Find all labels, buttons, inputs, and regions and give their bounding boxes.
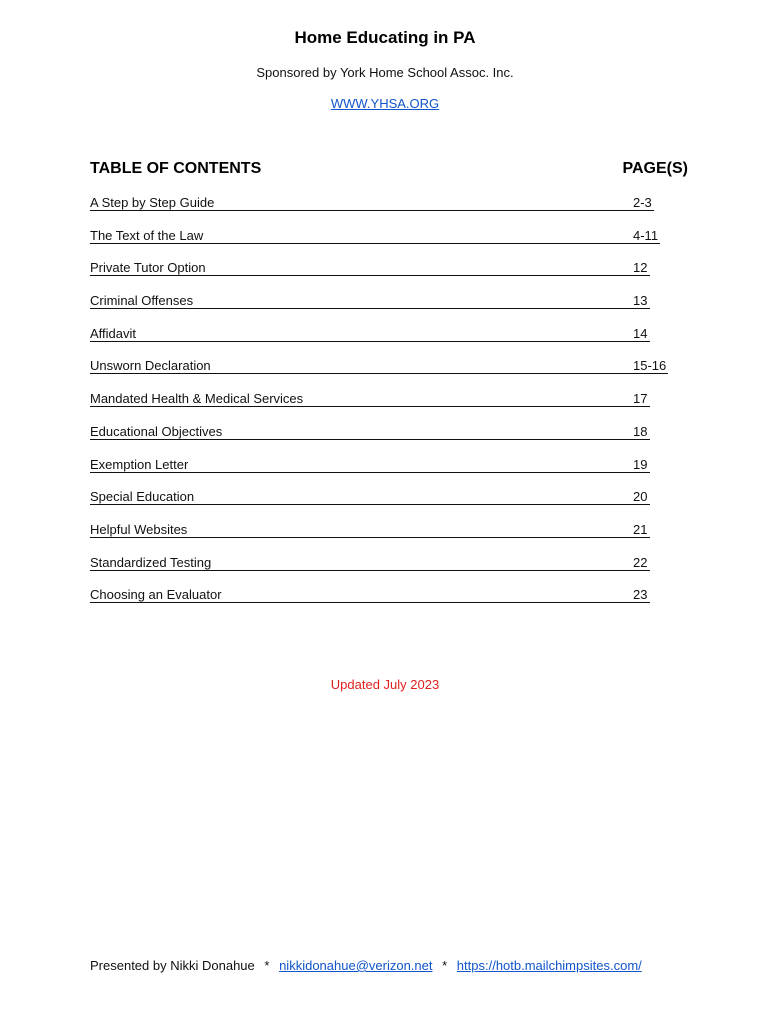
toc-entry-pages: 22	[633, 554, 648, 570]
toc-entry-label: Standardized Testing	[90, 555, 650, 571]
toc-entry-pages: 15-16	[633, 358, 667, 374]
toc-entry	[90, 326, 690, 359]
toc-entry-label: Special Education	[90, 489, 650, 505]
document-title: Home Educating in PA	[294, 28, 476, 47]
toc-entry-label: Helpful Websites	[90, 522, 650, 538]
toc-entry-pages: 12	[633, 260, 648, 276]
email-link[interactable]: nikkidonahue@verizon.net	[279, 958, 433, 973]
toc-entry	[90, 489, 690, 522]
toc-entry	[90, 587, 690, 620]
toc-entry-label: Educational Objectives	[90, 424, 650, 440]
toc-entry-pages: 14	[633, 325, 648, 341]
website-url-link[interactable]: https://hotb.mailchimpsites.com/	[456, 958, 642, 973]
toc-pages-heading: PAGE(S)	[622, 160, 688, 177]
toc-entry	[90, 260, 690, 293]
toc-entry-pages: 2-3	[633, 195, 652, 210]
toc-entry-label: A Step by Step Guide	[90, 195, 650, 211]
toc-entry-label: Criminal Offenses	[90, 293, 650, 309]
toc-entry-label: Exemption Letter	[90, 457, 650, 473]
toc-entry	[90, 424, 690, 457]
footer-separator: *	[442, 958, 448, 973]
toc-entry-label: The Text of the Law	[90, 228, 650, 244]
toc-entry	[90, 391, 690, 424]
toc-list	[90, 195, 690, 620]
toc-entry-pages: 21	[633, 521, 648, 537]
toc-entry	[90, 522, 690, 555]
toc-entry	[90, 555, 690, 588]
toc-entry-label: Private Tutor Option	[90, 260, 650, 276]
toc-entry-pages: 4-11	[633, 227, 659, 243]
toc-heading: TABLE OF CONTENTS	[90, 160, 262, 177]
website-link[interactable]: WWW.YHSA.ORG	[330, 96, 440, 111]
toc-entry-pages: 23	[633, 587, 648, 603]
toc-entry	[90, 293, 690, 326]
toc-entry	[90, 358, 690, 391]
updated-date: Updated July 2023	[330, 677, 440, 692]
toc-entry	[90, 457, 690, 490]
footer	[90, 958, 642, 973]
toc-entry-label: Choosing an Evaluator	[90, 587, 650, 603]
toc-entry-label: Affidavit	[90, 326, 650, 342]
toc-entry-pages: 17	[633, 391, 648, 407]
toc-entry-pages: 20	[633, 489, 648, 505]
footer-separator: *	[264, 958, 270, 973]
toc-entry	[90, 195, 690, 228]
sponsor-line: Sponsored by York Home School Assoc. Inc.	[256, 65, 514, 80]
presenter-credit: Presented by Nikki Donahue	[90, 958, 255, 973]
toc-entry-label: Unsworn Declaration	[90, 358, 650, 374]
toc-entry-pages: 18	[633, 423, 648, 439]
website-line	[0, 96, 770, 111]
toc-entry-label: Mandated Health & Medical Services	[90, 391, 650, 407]
toc-entry-pages: 13	[633, 293, 648, 309]
toc-entry-pages: 19	[633, 456, 648, 472]
toc-entry	[90, 228, 690, 261]
